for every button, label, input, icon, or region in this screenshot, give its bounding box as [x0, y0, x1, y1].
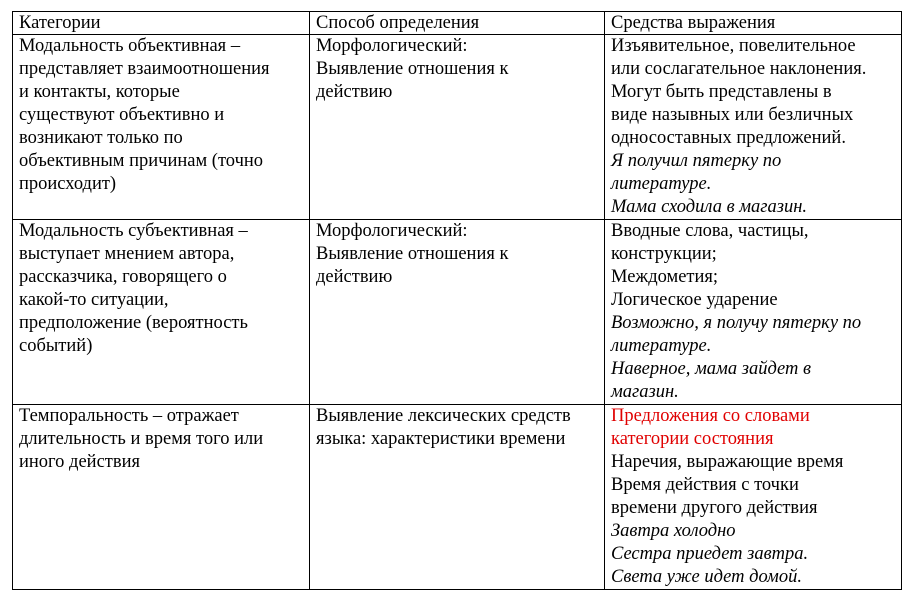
text-line: Морфологический:	[316, 36, 468, 56]
text-line: или сослагательное наклонения.	[611, 59, 867, 79]
cell-method	[310, 405, 605, 590]
cell-method	[310, 35, 605, 220]
cell-category	[13, 220, 310, 405]
text-line: Морфологический:	[316, 221, 468, 241]
example-line: литературе.	[611, 174, 712, 194]
text-line: действию	[316, 82, 393, 102]
text-line: рассказчика, говорящего о	[19, 267, 227, 287]
cell-means	[605, 405, 902, 590]
text-line: иного действия	[19, 452, 141, 472]
text-line: Выявление лексических средств	[316, 406, 571, 426]
text-line: действию	[316, 267, 393, 287]
table-row	[13, 405, 902, 590]
text-line: односоставных предложений.	[611, 128, 846, 148]
text-line: объективным причинам (точно	[19, 151, 264, 171]
text-line: происходит)	[19, 174, 117, 194]
example-line: Я получил пятерку по	[611, 151, 782, 171]
table-row	[13, 220, 902, 405]
text-line: и контакты, которые	[19, 82, 180, 102]
text-line: существуют объективно и	[19, 105, 225, 125]
table-row	[13, 35, 902, 220]
text-line: виде назывных или безличных	[611, 105, 854, 125]
text-line: представляет взаимоотношения	[19, 59, 270, 79]
categories-table	[12, 11, 902, 590]
text-line: Выявление отношения к	[316, 59, 509, 79]
text-line: Логическое ударение	[611, 290, 778, 310]
text-line: языка: характеристики времени	[316, 429, 566, 449]
text-line: Время действия с точки	[611, 475, 799, 495]
text-line: выступает мнением автора,	[19, 244, 235, 264]
text-line: Темпоральность – отражает	[19, 406, 239, 426]
example-line: литературе.	[611, 336, 712, 356]
text-line: времени другого действия	[611, 498, 818, 518]
text-line: событий)	[19, 336, 93, 356]
text-line: конструкции;	[611, 244, 717, 264]
text-line: Модальность субъективная –	[19, 221, 248, 241]
text-line: предположение (вероятность	[19, 313, 248, 333]
example-line: Мама сходила в магазин.	[611, 197, 808, 217]
text-line: Междометия;	[611, 267, 719, 287]
cell-method	[310, 220, 605, 405]
text-line: возникают только по	[19, 128, 183, 148]
table-header-row	[13, 12, 902, 35]
highlight-line: категории состояния	[611, 429, 774, 449]
example-line: Возможно, я получу пятерку по	[611, 313, 862, 333]
text-line: Выявление отношения к	[316, 244, 509, 264]
example-line: Наверное, мама зайдет в	[611, 359, 812, 379]
text-line: Могут быть представлены в	[611, 82, 832, 102]
text-line: Изъявительное, повелительное	[611, 36, 856, 56]
example-line: магазин.	[611, 382, 679, 402]
example-line: Сестра приедет завтра.	[611, 544, 809, 564]
example-line: Света уже идет домой.	[611, 567, 802, 587]
cell-category	[13, 35, 310, 220]
cell-means	[605, 35, 902, 220]
text-line: какой-то ситуации,	[19, 290, 169, 310]
text-line: длительность и время того или	[19, 429, 264, 449]
text-line: Наречия, выражающие время	[611, 452, 844, 472]
header-method: Способ определения	[310, 12, 605, 35]
example-line: Завтра холодно	[611, 521, 736, 541]
highlight-line: Предложения со словами	[611, 406, 810, 426]
text-line: Модальность объективная –	[19, 36, 241, 56]
header-categories: Категории	[13, 12, 310, 35]
cell-category	[13, 405, 310, 590]
header-means: Средства выражения	[605, 12, 902, 35]
text-line: Вводные слова, частицы,	[611, 221, 809, 241]
cell-means	[605, 220, 902, 405]
